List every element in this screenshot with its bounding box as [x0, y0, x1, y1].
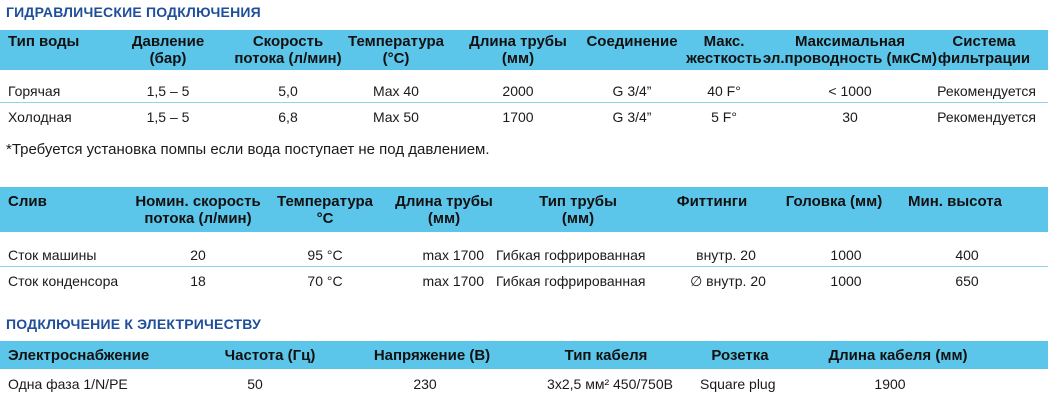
- cell-frequency: 50: [247, 376, 263, 392]
- cell-min-height: 650: [955, 273, 979, 289]
- cell-min-height: 400: [955, 247, 979, 263]
- header-cable-type: Тип кабеля: [564, 347, 648, 364]
- cell-water-type: Горячая: [8, 83, 61, 99]
- cell-head: 1000: [830, 247, 862, 263]
- cell-pipe-type: Гибкая гофрированная: [496, 273, 646, 289]
- cell-socket: Square plug: [700, 376, 776, 392]
- section-title-electric: ПОДКЛЮЧЕНИЕ К ЭЛЕКТРИЧЕСТВУ: [6, 316, 261, 332]
- cell-water-type: Холодная: [8, 109, 72, 125]
- cell-temperature: Max 40: [373, 83, 419, 99]
- cell-flow-rate: 6,8: [278, 109, 298, 125]
- drain-table-header: [0, 187, 1048, 232]
- cell-fittings: ∅ внутр. 20: [690, 273, 766, 289]
- section-title-hydraulic: ГИДРАВЛИЧЕСКИЕ ПОДКЛЮЧЕНИЯ: [6, 4, 261, 20]
- cell-cable-type: 3x2,5 мм² 450/750В: [547, 376, 673, 392]
- table-row: [0, 270, 1048, 292]
- cell-drain: Сток конденсора: [8, 273, 119, 289]
- table-row: [0, 106, 1048, 128]
- header-connection: Соединение: [586, 33, 678, 50]
- cell-filter-system: Рекомендуется: [937, 83, 1036, 99]
- cell-power-supply: Одна фаза 1/N/PE: [8, 376, 128, 392]
- header-voltage: Напряжение (В): [373, 347, 491, 364]
- cell-conductivity: 30: [842, 109, 858, 125]
- cell-hardness: 40 F°: [707, 83, 741, 99]
- hydraulic-table-header: [0, 30, 1048, 70]
- cell-temperature: 70 °C: [307, 273, 343, 289]
- cell-filter-system: Рекомендуется: [937, 109, 1036, 125]
- cell-conductivity: < 1000: [828, 83, 872, 99]
- cell-pipe-type: Гибкая гофрированная: [496, 247, 646, 263]
- cell-fittings: внутр. 20: [696, 247, 756, 263]
- cell-nominal-flow: 20: [190, 247, 206, 263]
- cell-flow-rate: 5,0: [278, 83, 298, 99]
- header-head: Головка (мм): [785, 193, 883, 210]
- header-flow-rate: Скорость потока (л/мин): [234, 33, 342, 67]
- cell-hardness: 5 F°: [711, 109, 737, 125]
- table-row: [0, 244, 1048, 267]
- header-pipe-length: Длина трубы (мм): [469, 33, 567, 67]
- header-frequency: Частота (Гц): [224, 347, 316, 364]
- header-cable-length: Длина кабеля (мм): [828, 347, 968, 364]
- header-pipe-length: Длина трубы (мм): [395, 193, 493, 227]
- cell-temperature: Max 50: [373, 109, 419, 125]
- cell-head: 1000: [830, 273, 862, 289]
- cell-temperature: 95 °C: [307, 247, 343, 263]
- cell-drain: Сток машины: [8, 247, 97, 263]
- footnote: *Требуется установка помпы если вода поступает не под давлением.: [6, 141, 490, 158]
- header-water-type: Тип воды: [8, 33, 80, 50]
- header-fittings: Фиттинги: [676, 193, 748, 210]
- cell-nominal-flow: 18: [190, 273, 206, 289]
- cell-pipe-length: 2000: [502, 83, 534, 99]
- cell-cable-length: 1900: [874, 376, 906, 392]
- header-max-conductivity: Максимальная эл.проводность (мкСм): [762, 33, 938, 67]
- header-filter-system: Система фильтрации: [937, 33, 1031, 67]
- header-pressure: Давление (бар): [131, 33, 205, 67]
- cell-voltage: 230: [413, 376, 437, 392]
- header-socket: Розетка: [711, 347, 769, 364]
- header-pipe-type: Тип трубы (мм): [539, 193, 617, 227]
- cell-pressure: 1,5 – 5: [146, 83, 190, 99]
- electric-table-header: [0, 341, 1048, 369]
- cell-connection: G 3/4”: [612, 83, 652, 99]
- cell-pipe-length: max 1700: [422, 247, 484, 263]
- header-min-height: Мин. высота: [908, 193, 1002, 210]
- cell-connection: G 3/4”: [612, 109, 652, 125]
- header-drain: Слив: [8, 193, 47, 210]
- header-temperature: Температура (°C): [348, 33, 444, 67]
- header-max-hardness: Макс. жесткость: [686, 33, 762, 67]
- cell-pipe-length: 1700: [502, 109, 534, 125]
- header-temperature: Температура °C: [277, 193, 373, 227]
- header-power-supply: Электроснабжение: [8, 347, 150, 364]
- cell-pipe-length: max 1700: [422, 273, 484, 289]
- table-row: [0, 80, 1048, 103]
- cell-pressure: 1,5 – 5: [146, 109, 190, 125]
- table-row: [0, 373, 1048, 395]
- header-nominal-flow: Номин. скорость потока (л/мин): [135, 193, 261, 227]
